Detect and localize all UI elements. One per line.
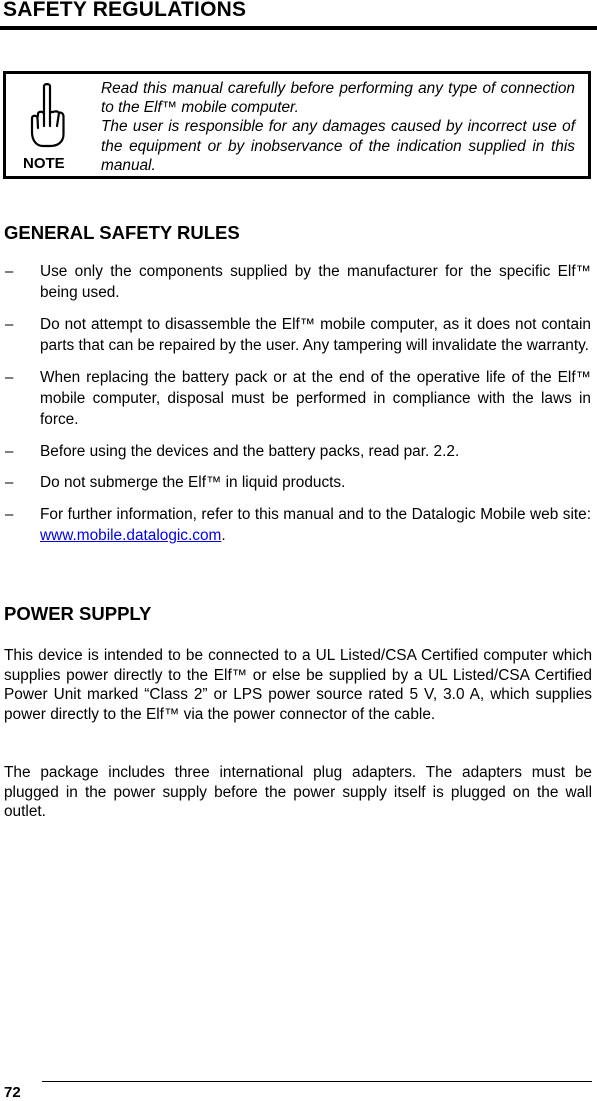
dash-bullet: –	[5, 442, 14, 460]
general-safety-rules	[0, 261, 597, 556]
note-box	[3, 71, 591, 179]
list-item	[0, 504, 597, 547]
rule-text	[40, 504, 591, 547]
list-item	[0, 472, 597, 493]
dash-bullet: –	[5, 368, 14, 386]
note-line: The user is responsible for any damages caused by incorrect use of the equipment or by inobservance of the indication supplied in this manual.	[101, 118, 575, 174]
list-item	[0, 314, 597, 357]
general-safety-heading: GENERAL SAFETY RULES	[4, 222, 240, 243]
note-label: NOTE	[23, 155, 65, 172]
list-item	[0, 261, 597, 304]
note-text	[101, 79, 575, 175]
rule-text: When replacing the battery pack or at the end of the operative life of the Elf™ mobile computer, disposal must be performed in compliance with the laws in force.	[40, 368, 591, 429]
rule-text: Do not submerge the Elf™ in liquid products.	[40, 474, 346, 492]
dash-bullet: –	[5, 315, 14, 333]
pointing-hand-icon	[28, 82, 66, 150]
footer-rule	[42, 1081, 592, 1082]
rule-text: Do not attempt to disassemble the Elf™ mobile computer, as it does not contain parts that can be repaired by the user. Any tampering will invalidate the warranty.	[40, 315, 591, 355]
page-title: SAFETY REGULATIONS	[3, 0, 247, 21]
rule-text-before-link: For further information, refer to this manual and to the Datalogic Mobile web site:	[40, 505, 591, 523]
title-rule	[0, 26, 597, 30]
power-supply-paragraph: This device is intended to be connected to a UL Listed/CSA Certified computer which supplies power directly to the Elf™ or else be supplied by a UL Listed/CSA Certified Power Unit marked “Class 2” or LPS power source rated 5 V, 3.0 A, which supplies power directly to the Elf™ via the power connector of the cable.	[4, 647, 592, 723]
website-link[interactable]: www.mobile.datalogic.com	[40, 527, 222, 545]
power-supply-paragraph: The package includes three international plug adapters. The adapters must be plugged in the power supply before the power supply itself is plugged on the wall outlet.	[4, 764, 592, 821]
page-number: 72	[4, 1084, 21, 1101]
list-item	[0, 441, 597, 462]
rule-text-after-link: .	[221, 527, 226, 545]
dash-bullet: –	[5, 474, 14, 492]
rule-text: Use only the components supplied by the manufacturer for the specific Elf™ being used.	[40, 263, 591, 302]
rule-text: Before using the devices and the battery packs, read par. 2.2.	[40, 442, 460, 460]
list-item	[0, 367, 597, 431]
dash-bullet: –	[5, 263, 14, 280]
dash-bullet: –	[5, 505, 14, 523]
note-line: Read this manual carefully before performing any type of connection to the Elf™ mobile computer.	[101, 80, 575, 117]
power-supply-heading: POWER SUPPLY	[4, 603, 152, 624]
